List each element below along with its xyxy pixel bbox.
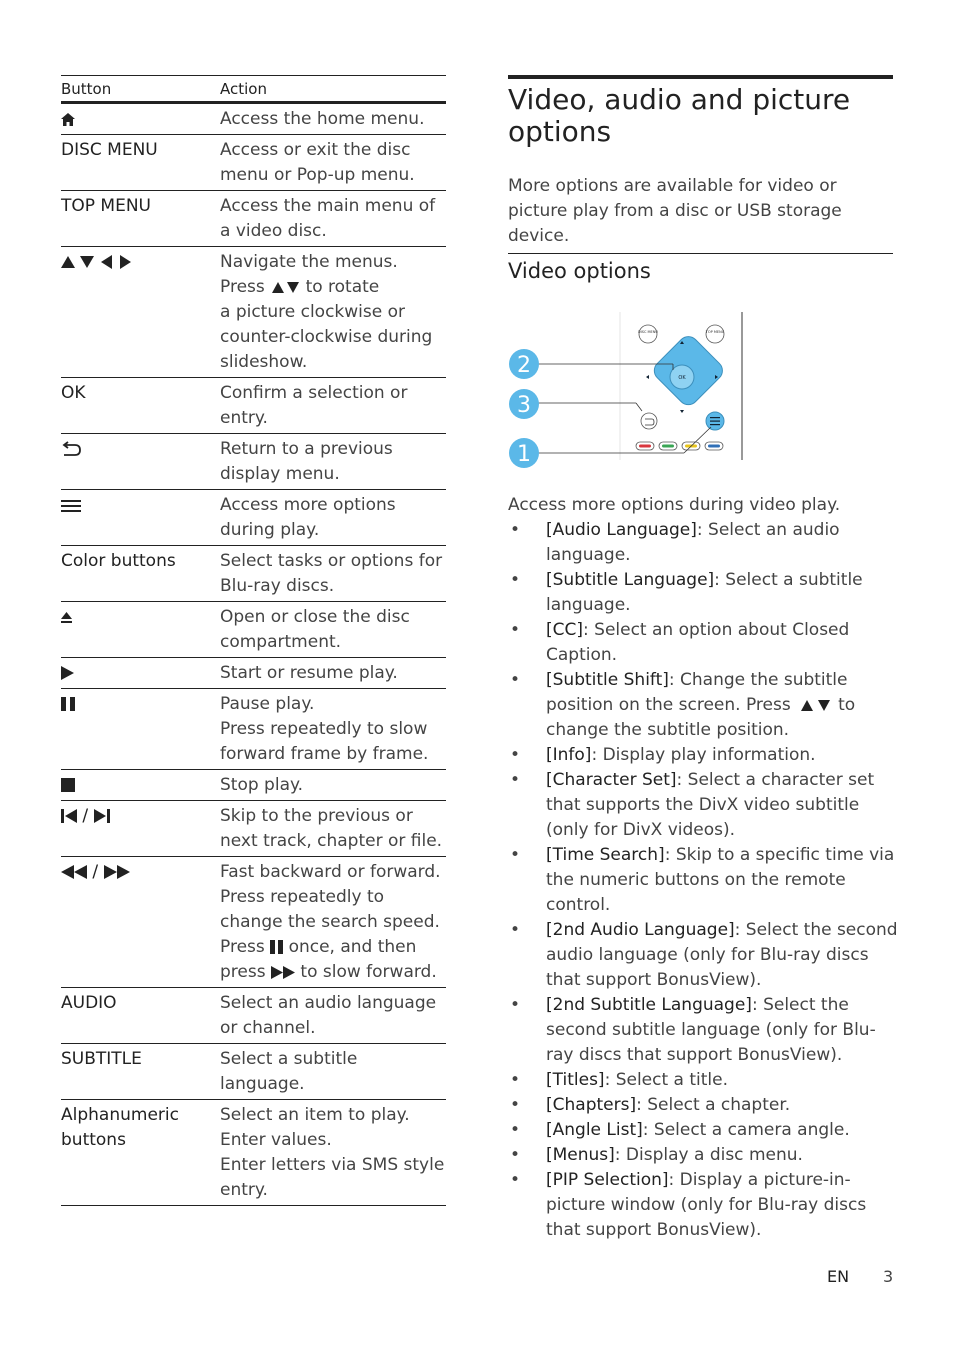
option-term: [2nd Audio Language] bbox=[546, 920, 735, 940]
action-text: Stop play. bbox=[220, 775, 304, 795]
option-desc: : Change the subtitle position on the screen. Press bbox=[546, 670, 848, 715]
footer-language: EN bbox=[827, 1267, 850, 1286]
option-desc: : Select a camera angle. bbox=[642, 1120, 850, 1140]
options-menu-icon bbox=[61, 499, 81, 512]
action-text: Press repeatedly to change the search speed. bbox=[220, 887, 440, 932]
option-term: [Menus] bbox=[546, 1145, 615, 1165]
table-row bbox=[61, 1100, 446, 1206]
left-arrow-icon bbox=[646, 375, 649, 379]
subsection-rule bbox=[508, 253, 893, 254]
back-button bbox=[641, 413, 657, 429]
table-row bbox=[61, 104, 446, 135]
list-item: • [Time Search]: Skip to a specific time via the numeric buttons on the remote control. bbox=[510, 845, 895, 915]
action-text: once, and then bbox=[288, 937, 417, 957]
video-options-intro: Access more options during video play. bbox=[508, 495, 841, 515]
option-desc: : Select a title. bbox=[604, 1070, 729, 1090]
list-item: • [Chapters]: Select a chapter. bbox=[510, 1095, 791, 1115]
option-term: [Info] bbox=[546, 745, 592, 765]
button-label: AUDIO bbox=[61, 993, 117, 1013]
ok-label: OK bbox=[678, 375, 686, 381]
option-term: [Titles] bbox=[546, 1070, 605, 1090]
table-row bbox=[61, 602, 446, 658]
page-title: Video, audio and picture options bbox=[508, 83, 851, 148]
svg-text:2: 2 bbox=[517, 353, 531, 378]
option-desc: : Display a picture-in-picture window (only for Blu-ray discs that support BonusView). bbox=[546, 1170, 867, 1240]
action-text: Access the main menu of a video disc. bbox=[220, 196, 436, 241]
table-row bbox=[61, 378, 446, 434]
back-icon bbox=[61, 442, 81, 457]
option-desc: : Select an audio language. bbox=[546, 520, 840, 565]
fast-forward-icon bbox=[271, 966, 295, 979]
option-term: [Character Set] bbox=[546, 770, 677, 790]
table-row bbox=[61, 770, 446, 801]
option-term: [PIP Selection] bbox=[546, 1170, 669, 1190]
button-label: TOP MENU bbox=[61, 196, 151, 216]
list-item: • [Info]: Display play information. bbox=[510, 745, 816, 765]
option-term: [Time Search] bbox=[546, 845, 665, 865]
table-row bbox=[61, 1044, 446, 1100]
table-row bbox=[61, 135, 446, 191]
button-separator: / bbox=[82, 806, 89, 826]
svg-text:3: 3 bbox=[517, 393, 531, 418]
option-desc: : Select a subtitle language. bbox=[546, 570, 863, 615]
list-item: • [Menus]: Display a disc menu. bbox=[510, 1145, 803, 1165]
button-action-table bbox=[61, 75, 446, 1206]
action-text: Navigate the menus. bbox=[220, 252, 398, 272]
skip-next-icon bbox=[94, 809, 110, 823]
action-text: Skip to the previous or next track, chapter or file. bbox=[220, 806, 443, 851]
action-text: Press bbox=[220, 277, 265, 297]
list-item: • [Audio Language]: Select an audio language. bbox=[510, 520, 840, 565]
action-text: a picture clockwise or counter-clockwise during slideshow. bbox=[220, 302, 433, 372]
action-text: Select a subtitle language. bbox=[220, 1049, 358, 1094]
action-text: Select an item to play. bbox=[220, 1105, 410, 1125]
table-row bbox=[61, 490, 446, 546]
table-row bbox=[61, 191, 446, 247]
action-text: Press bbox=[220, 937, 265, 957]
list-item: • [CC]: Select an option about Closed Caption. bbox=[510, 620, 850, 665]
down-arrow-icon bbox=[680, 410, 684, 413]
skip-previous-icon bbox=[61, 809, 77, 823]
stop-icon bbox=[61, 778, 75, 792]
option-term: [Chapters] bbox=[546, 1095, 637, 1115]
option-term: [Audio Language] bbox=[546, 520, 697, 540]
button-label: SUBTITLE bbox=[61, 1049, 142, 1069]
option-desc: : Select the second audio language (only for Blu-ray discs that support BonusView). bbox=[546, 920, 898, 990]
header-action: Action bbox=[220, 80, 267, 98]
play-icon bbox=[61, 666, 74, 680]
section-intro: More options are available for video or picture play from a disc or USB storage device. bbox=[508, 176, 842, 246]
list-item: • [2nd Audio Language]: Select the second audio language (only for Blu-ray discs that support BonusView). bbox=[510, 920, 898, 990]
table-row bbox=[61, 689, 446, 770]
option-term: [2nd Subtitle Language] bbox=[546, 995, 752, 1015]
table-row bbox=[61, 658, 446, 689]
section-top-rule bbox=[508, 75, 893, 79]
action-text: to slow forward. bbox=[300, 962, 437, 982]
option-desc: : Select a chapter. bbox=[636, 1095, 791, 1115]
action-text: Fast backward or forward. bbox=[220, 862, 441, 882]
option-desc: to change the subtitle position. bbox=[546, 695, 856, 740]
action-text: Open or close the disc compartment. bbox=[220, 607, 410, 652]
top-menu-label: TOP MENU bbox=[705, 330, 725, 334]
option-term: [Angle List] bbox=[546, 1120, 643, 1140]
button-label: Color buttons bbox=[61, 551, 176, 571]
action-text: Select tasks or options for Blu-ray discs. bbox=[220, 551, 443, 596]
list-item: • [PIP Selection]: Display a picture-in-picture window (only for Blu-ray discs that support BonusView). bbox=[510, 1170, 867, 1240]
table-row bbox=[61, 801, 446, 857]
top-menu-button bbox=[706, 325, 724, 343]
option-term: [Subtitle Shift] bbox=[546, 670, 669, 690]
header-button: Button bbox=[61, 80, 112, 98]
action-text: Access the home menu. bbox=[220, 109, 425, 129]
action-text: press bbox=[220, 962, 266, 982]
action-text: Access or exit the disc menu or Pop-up menu. bbox=[220, 140, 415, 185]
table-row bbox=[61, 988, 446, 1044]
option-term: [CC] bbox=[546, 620, 584, 640]
fast-forward-icon bbox=[104, 865, 130, 879]
video-options-list bbox=[508, 518, 898, 1243]
home-icon bbox=[61, 113, 75, 126]
action-text: Start or resume play. bbox=[220, 663, 398, 683]
up-down-arrows-icon bbox=[270, 281, 300, 294]
table-row bbox=[61, 857, 446, 988]
action-text: Enter letters via SMS style entry. bbox=[220, 1155, 445, 1200]
navigation-arrows-icon bbox=[61, 255, 133, 269]
action-text: Pause play. bbox=[220, 694, 315, 714]
list-item: • [Subtitle Language]: Select a subtitle language. bbox=[510, 570, 863, 615]
option-term: [Subtitle Language] bbox=[546, 570, 715, 590]
table-header bbox=[61, 75, 446, 104]
remote-control-illustration bbox=[508, 312, 748, 472]
button-label: Alphanumeric buttons bbox=[61, 1105, 179, 1150]
button-separator: / bbox=[92, 862, 99, 882]
option-desc: : Select an option about Closed Caption. bbox=[546, 620, 850, 665]
rewind-icon bbox=[61, 865, 87, 879]
option-desc: : Select a character set that supports the DivX video subtitle (only for DivX videos). bbox=[546, 770, 875, 840]
action-text: Press repeatedly to slow forward frame by frame. bbox=[220, 719, 429, 764]
disc-menu-label: DISC MENU bbox=[638, 330, 658, 334]
remote-control-figure bbox=[508, 312, 748, 472]
action-text: to rotate bbox=[305, 277, 380, 297]
button-label: OK bbox=[61, 383, 86, 403]
button-label: DISC MENU bbox=[61, 140, 158, 160]
action-text: Confirm a selection or entry. bbox=[220, 383, 408, 428]
option-desc: : Skip to a specific time via the numeric buttons on the remote control. bbox=[546, 845, 895, 915]
subsection-title: Video options bbox=[508, 259, 651, 283]
svg-text:1: 1 bbox=[517, 442, 531, 467]
eject-icon bbox=[61, 611, 72, 624]
option-desc: : Display a disc menu. bbox=[614, 1145, 803, 1165]
list-item: • [Titles]: Select a title. bbox=[510, 1070, 729, 1090]
list-item: • [Character Set]: Select a character set that supports the DivX video subtitle (only for DivX videos). bbox=[510, 770, 875, 840]
table-row bbox=[61, 247, 446, 378]
option-desc: : Display play information. bbox=[591, 745, 816, 765]
table-row bbox=[61, 434, 446, 490]
action-text: Return to a previous display menu. bbox=[220, 439, 393, 484]
action-text: Select an audio language or channel. bbox=[220, 993, 437, 1038]
list-item: • [Subtitle Shift]: Change the subtitle position on the screen. Press to change the subtitle position. bbox=[510, 670, 856, 740]
disc-menu-button bbox=[639, 325, 657, 343]
table-row bbox=[61, 546, 446, 602]
pause-icon bbox=[270, 940, 283, 954]
option-desc: : Select the second subtitle language (only for Blu-ray discs that support BonusView). bbox=[546, 995, 876, 1065]
action-text: Access more options during play. bbox=[220, 495, 396, 540]
pause-icon bbox=[61, 697, 75, 711]
list-item: • [2nd Subtitle Language]: Select the second subtitle language (only for Blu-ray discs that support BonusView). bbox=[510, 995, 876, 1065]
action-text: Enter values. bbox=[220, 1130, 332, 1150]
up-down-arrows-icon bbox=[798, 699, 836, 712]
page-number: 3 bbox=[883, 1267, 894, 1286]
list-item: • [Angle List]: Select a camera angle. bbox=[510, 1120, 850, 1140]
